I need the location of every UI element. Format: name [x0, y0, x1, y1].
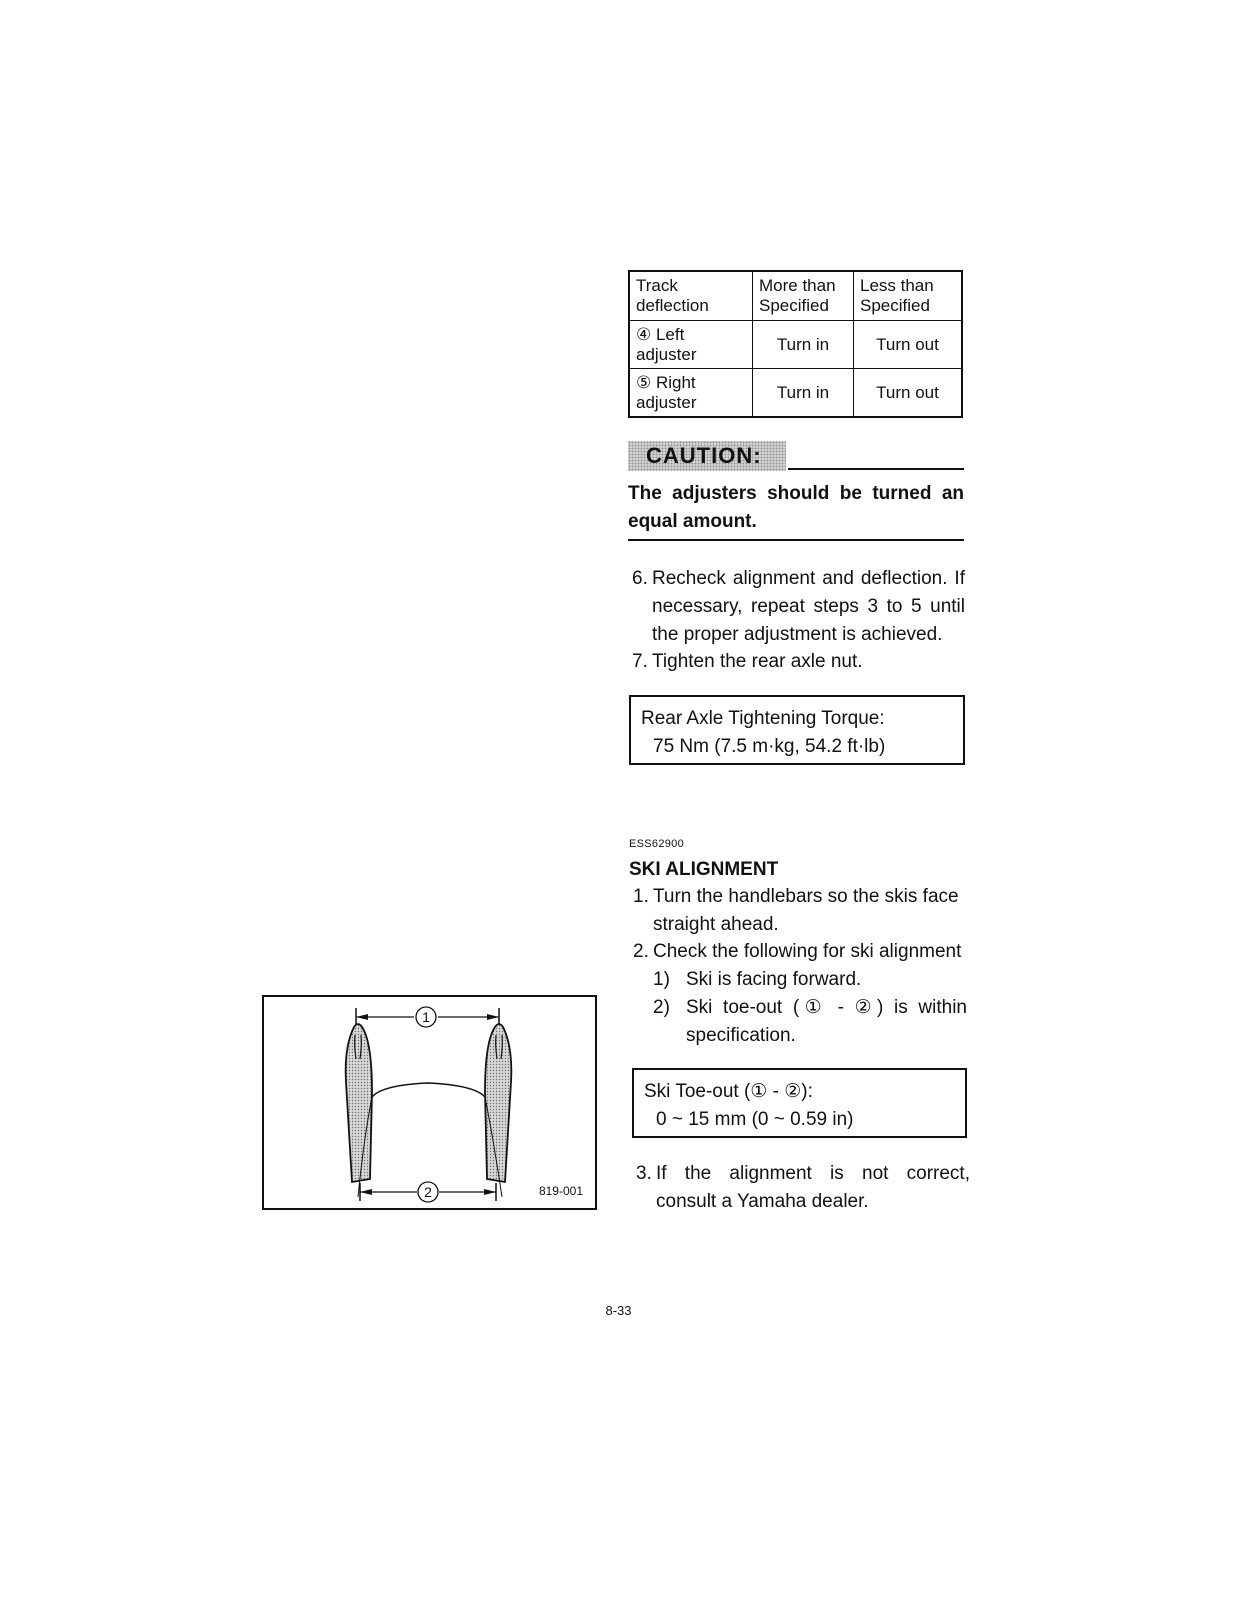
torque-spec-title: Rear Axle Tightening Torque: [641, 708, 885, 729]
table-header-cell [629, 271, 753, 321]
step-number: 7. [632, 651, 648, 672]
step-item [632, 648, 965, 676]
caution-text: The adjusters should be turned an equal amount. [628, 483, 964, 532]
ski-alignment-figure [262, 995, 597, 1210]
toeout-spec-box [632, 1068, 967, 1138]
substep-number: 1) [653, 969, 670, 990]
step-item [632, 565, 965, 649]
step-text: If the alignment is not correct, consult a Yamaha dealer. [656, 1163, 970, 1212]
step-item [633, 938, 973, 966]
caution-rule [788, 468, 964, 470]
row-label [629, 321, 753, 369]
torque-spec-box [629, 695, 965, 765]
toeout-spec-title: Ski Toe-out (① - ②): [644, 1081, 813, 1102]
table-cell: Turn out [854, 369, 963, 418]
table-row [629, 369, 962, 418]
row-label [629, 369, 753, 418]
page-number: 8-33 [605, 1303, 632, 1318]
caution-label: CAUTION: [628, 441, 786, 471]
table-header-row [629, 271, 962, 321]
step-number: 2. [633, 941, 649, 962]
row-label-line: adjuster [636, 392, 697, 412]
table-cell: Turn out [854, 321, 963, 369]
header-text: Less than [860, 276, 934, 295]
table-cell: Turn in [753, 369, 854, 418]
toeout-spec-value: 0 ~ 15 mm (0 ~ 0.59 in) [656, 1109, 854, 1130]
substep-item [653, 966, 967, 994]
figure-code: 819-001 [538, 1184, 583, 1198]
step-text: Recheck alignment and deflection. If necessary, repeat steps 3 to 5 until the proper adjustment is achieved. [652, 568, 965, 645]
section-code: ESS62900 [629, 838, 684, 850]
callout-2: 2 [424, 1184, 432, 1200]
header-text: Track [636, 276, 678, 295]
step-item [636, 1160, 970, 1216]
row-label-line: adjuster [636, 344, 697, 364]
header-text: Specified [759, 296, 829, 315]
table-header-cell [854, 271, 963, 321]
ski-diagram [264, 997, 595, 1208]
step-text: Turn the handlebars so the skis face straight ahead. [653, 886, 959, 935]
row-label-line: ⑤ Right [636, 372, 696, 392]
substep-text: Ski is facing forward. [686, 969, 862, 990]
substep-number: 2) [653, 997, 670, 1018]
row-label-line: ④ Left [636, 324, 685, 344]
section-title: SKI ALIGNMENT [629, 859, 779, 880]
step-number: 1. [633, 886, 649, 907]
header-text: Specified [860, 296, 930, 315]
table-cell: Turn in [753, 321, 854, 369]
step-number: 3. [636, 1163, 652, 1184]
header-text: More than [759, 276, 836, 295]
callout-1: 1 [422, 1009, 430, 1025]
caution-bottom-rule [628, 539, 964, 541]
track-deflection-table [628, 270, 963, 418]
torque-spec-value: 75 Nm (7.5 m·kg, 54.2 ft·lb) [653, 736, 886, 757]
header-text: deflection [636, 296, 709, 315]
step-item [633, 883, 967, 939]
step-number: 6. [632, 568, 648, 589]
table-row [629, 321, 962, 369]
step-text: Tighten the rear axle nut. [652, 651, 863, 672]
table-header-cell [753, 271, 854, 321]
substep-item [653, 994, 967, 1050]
step-text: Check the following for ski alignment [653, 941, 962, 962]
substep-text: Ski toe-out (① - ②) is within specification. [686, 997, 967, 1046]
